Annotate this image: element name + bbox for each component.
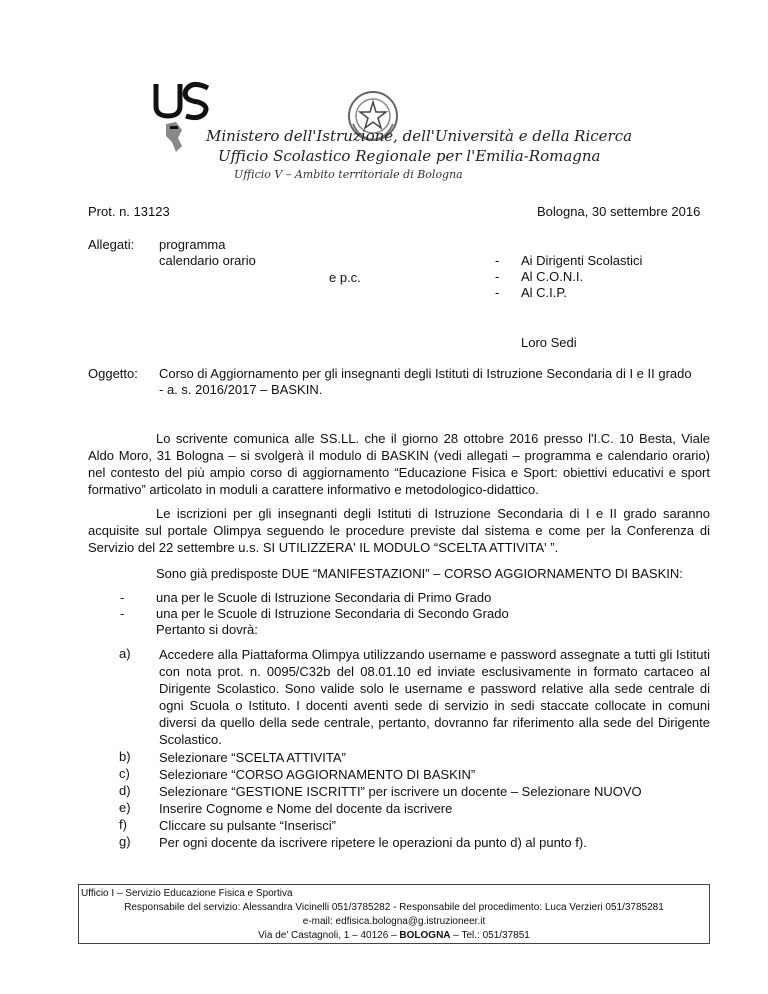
footer-office: Ufficio I – Servizio Educazione Fisica e Sportiva xyxy=(81,888,293,899)
place-date: Bologna, 30 settembre 2016 xyxy=(537,204,701,219)
attachments-label: Allegati: xyxy=(88,237,135,252)
manifestation-item: una per le Scuole di Istruzione Secondaria di Primo Grado xyxy=(156,590,492,605)
recipient-item: Ai Dirigenti Scolastici xyxy=(521,253,643,268)
dash: - xyxy=(495,253,500,268)
subject-text: Corso di Aggiornamento per gli insegnanti degli Istituti di Istruzione Secondaria di I e II grado - a. s. 2016/2017 – BASKIN. xyxy=(159,366,692,397)
footer-box xyxy=(78,884,710,944)
step-text: Per ogni docente da iscrivere ripetere le operazioni da punto d) al punto f). xyxy=(159,835,587,850)
address-city: BOLOGNA xyxy=(399,930,451,941)
step-letter: c) xyxy=(119,766,130,781)
step-letter: b) xyxy=(119,749,131,764)
loro-sedi: Loro Sedi xyxy=(521,335,577,350)
protocol-number: Prot. n. 13123 xyxy=(88,204,170,219)
step-letter: f) xyxy=(119,817,127,832)
ministry-name: Ministero dell'Istruzione, dell'Università e della Ricerca xyxy=(206,127,633,145)
paragraph-1 xyxy=(88,430,710,498)
manifestation-dashes xyxy=(120,590,124,622)
attachment-item: programma xyxy=(159,237,226,252)
recipient-list xyxy=(521,253,642,301)
dash: - xyxy=(495,285,500,300)
sub-office-name: Ufficio V – Ambito territoriale di Bologna xyxy=(234,168,463,181)
dash: - xyxy=(120,606,125,621)
paragraph-1-text: Lo scrivente comunica alle SS.LL. che il giorno 28 ottobre 2016 presso l'I.C. 10 Besta, Viale Aldo Moro, 31 Bologna – si svolgerà il modulo di BASKIN (vedi allegati – programma e calendario orario) nel contesto del più ampio corso di aggiornamento “Educazione Fisica e Sport: obiettivi educativi e sport formativo” articolato in moduli a carattere informativo e metodologico-didattico. xyxy=(88,431,710,497)
step-letter: d) xyxy=(119,783,131,798)
recipient-item: Al C.O.N.I. xyxy=(521,269,584,284)
subject-label: Oggetto: xyxy=(88,366,138,381)
office-name: Ufficio Scolastico Regionale per l'Emilia-Romagna xyxy=(218,147,601,165)
step-text: Selezionare “GESTIONE ISCRITTI” per iscrivere un docente – Selezionare NUOVO xyxy=(159,784,642,799)
paragraph-2 xyxy=(88,505,710,556)
footer-address xyxy=(79,929,709,943)
footer-responsibles: Responsabile del servizio: Alessandra Vicinelli 051/3785282 - Responsabile del procedimento: Luca Verzieri 051/3785281 xyxy=(124,902,664,913)
cc-label: e p.c. xyxy=(329,270,361,285)
recipient-item: Al C.I.P. xyxy=(521,285,568,300)
letterhead-text xyxy=(206,126,632,166)
dash: - xyxy=(495,269,500,284)
dash: - xyxy=(120,590,125,605)
paragraph-2-text: Le iscrizioni per gli insegnanti degli Istituti di Istruzione Secondaria di I e II grado saranno acquisite sul portale Olimpya seguendo le procedure previste dal sistema e come per la Conferenza di Servizio del 22 settembre u.s. SI UTILIZZERA' IL MODULO “SCELTA ATTIVITA' ”. xyxy=(88,506,710,555)
step-text: Selezionare “SCELTA ATTIVITA” xyxy=(159,750,346,765)
step-letter: g) xyxy=(119,834,131,849)
step-letter: a) xyxy=(119,646,131,661)
step-letter: e) xyxy=(119,800,131,815)
step-text: Accedere alla Piattaforma Olimpya utilizzando username e password assegnate a tutti gli Istituti con nota prot. n. 0095/C32b del 08.01.10 ed inviate esclusivamente in formato cartaceo al Dirigente Scolastico. Sono valide solo le username e password relative alla sede centrale di ogni Scuola o Istituto. I docenti aventi sede di servizio in sedi staccate collocate in comuni diversi da quello della sede centrale, pertanto, dovranno far riferimento alla sede del Dirigente Scolastico. xyxy=(159,647,710,747)
recipient-dashes xyxy=(495,253,499,301)
manifestation-item: una per le Scuole di Istruzione Secondaria di Secondo Grado xyxy=(156,606,509,621)
paragraph-3: Sono già predisposte DUE “MANIFESTAZIONI” – CORSO AGGIORNAMENTO DI BASKIN: xyxy=(156,566,683,581)
attachment-item: calendario orario xyxy=(159,253,256,268)
manifestation-item: Pertanto si dovrà: xyxy=(156,622,258,637)
address-text: Via de' Castagnoli, 1 – 40126 – xyxy=(258,930,400,941)
attachments-list xyxy=(159,237,256,269)
step-text: Cliccare su pulsante “Inserisci” xyxy=(159,818,337,833)
usr-logo xyxy=(152,80,212,160)
footer-email: e-mail: edfisica.bologna@g.istruzioneer.it xyxy=(302,916,486,927)
address-phone: – Tel.: 051/37851 xyxy=(450,930,530,941)
step-text: Inserire Cognome e Nome del docente da iscrivere xyxy=(159,801,453,816)
step-text: Selezionare “CORSO AGGIORNAMENTO DI BASKIN” xyxy=(159,767,476,782)
manifestation-list xyxy=(156,590,509,638)
